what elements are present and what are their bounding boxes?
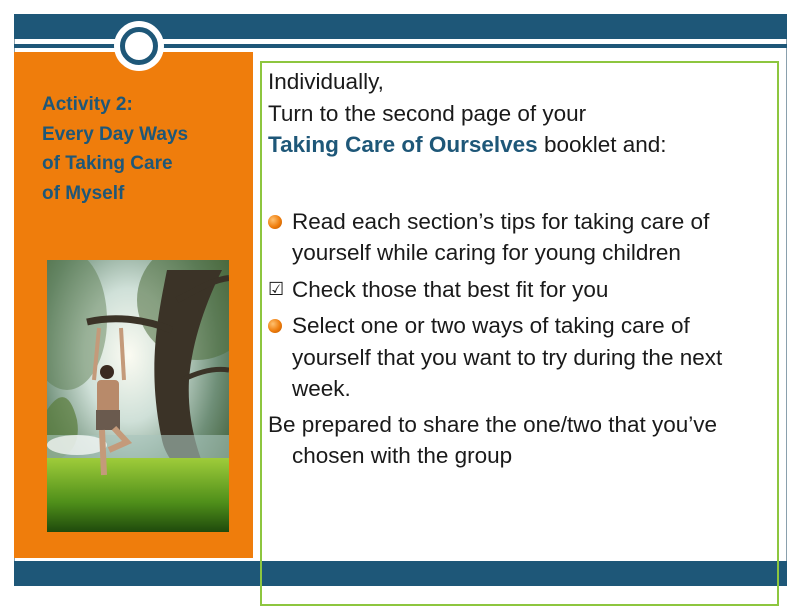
intro-line: Turn to the second page of your xyxy=(268,100,587,126)
title-line: of Taking Care xyxy=(42,153,173,174)
list-item xyxy=(268,206,773,269)
list-item-text: Select one or two ways of taking care of yourself that you want to try during the next week. xyxy=(292,313,723,401)
ring-ornament-icon xyxy=(114,21,164,71)
title-line: of Myself xyxy=(42,182,125,204)
title-line: Activity 2: xyxy=(42,94,133,115)
booklet-title: Taking Care of Ourselves xyxy=(268,132,538,157)
list-item xyxy=(268,310,773,405)
closing-text: Be prepared to share the one/two that you’ve chosen with the group xyxy=(268,411,718,468)
checkbox-icon: ☑ xyxy=(268,278,285,299)
instructions-body xyxy=(268,66,773,472)
yoga-tree-photo xyxy=(47,260,229,532)
bullet-icon xyxy=(268,319,282,333)
title-line: Every Day Ways xyxy=(42,123,189,145)
booklet-line xyxy=(268,129,773,161)
yoga-tree-illustration xyxy=(47,260,229,532)
bullet-icon xyxy=(268,215,282,229)
intro-line: Individually, xyxy=(268,69,384,94)
booklet-suffix: booklet and: xyxy=(537,132,667,157)
slide-frame-right xyxy=(786,14,787,586)
list-item-text: Read each section’s tips for taking care of yourself while caring for young children xyxy=(292,208,710,265)
list-item xyxy=(268,274,773,306)
slide-title xyxy=(42,90,242,208)
list-item-text: Check those that best fit for you xyxy=(292,276,609,302)
